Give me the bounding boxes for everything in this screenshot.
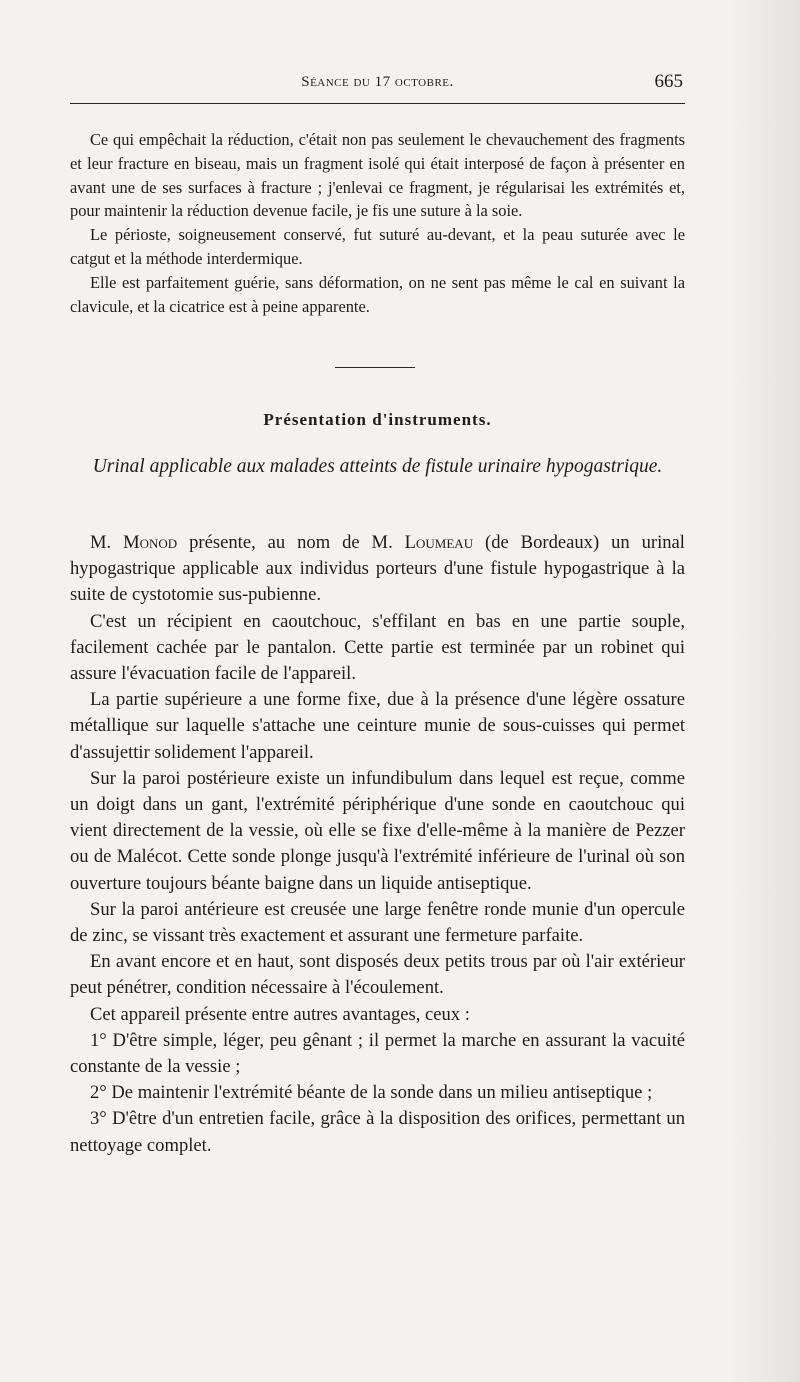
presenter-name: Monod [123,532,178,553]
intro-prefix: M. [90,532,112,553]
paragraph: Ce qui empêchait la réduction, c'était non pas seulement le chevauchement des fragments et leur fracture en biseau, mais un fragment isolé qui était interposé de façon à présenter en avant une de ses surfaces à fracture ; j'enlevai ce fragment, je régularisai les extrémités et, pour maintenir la réduction devenue facile, je fis une suture à la soie. [70,130,685,221]
page-edge-shadow [730,0,800,1382]
section-heading: Présentation d'instruments. [263,410,492,429]
list-item: 1° D'être simple, léger, peu gênant ; il permet la marche en assurant la vacuité constante de la vessie ; [70,1029,685,1078]
continued-text [70,128,685,318]
section-separator [335,367,415,368]
paragraph: Sur la paroi postérieure existe un infundibulum dans lequel est reçue, comme un doigt dans un gant, l'extrémité périphérique d'une sonde en caoutchouc qui vient directement de la vessie, où elle se fixe d'elle-même à la manière de Pezzer ou de Malécot. Cette sonde plonge jusqu'à l'extrémité inférieure de l'urinal où son ouverture toujours béante baigne dans un liquide antiseptique. [70,767,685,894]
paragraph: C'est un récipient en caoutchouc, s'effilant en bas en une partie souple, facilement cachée par le pantalon. Cette partie est terminée par un robinet qui assure l'évacuation facile de l'appareil. [70,610,685,685]
intro-rest: (de Bordeaux) un urinal hypogastrique applicable aux individus porteurs d'une fistule hypogastrique à la suite de cystotomie sus-pubienne. [70,532,685,606]
header-rule [70,103,685,104]
paragraph: Elle est parfaitement guérie, sans déformation, on ne sent pas même le cal en suivant la clavicule, et la cicatrice est à peine apparente. [70,272,685,316]
paragraph: En avant encore et en haut, sont disposés deux petits trous par où l'air extérieur peut pénétrer, condition nécessaire à l'écoulement. [70,951,685,999]
intro-middle: présente, au nom de M. [189,532,393,553]
running-title: Séance du 17 octobre. [301,74,454,90]
intro-paragraph [70,530,685,609]
page-number: 665 [654,71,683,92]
paragraph: Cet appareil présente entre autres avantages, ceux : [90,1003,470,1025]
article-body [70,530,685,1159]
list-item: 3° D'être d'un entretien facile, grâce à la disposition des orifices, permettant un nettoyage complet. [70,1108,685,1156]
paragraph: Le périoste, soigneusement conservé, fut suturé au-devant, et la peau suturée avec le catgut et la méthode interdermique. [70,225,685,268]
paragraph: La partie supérieure a une forme fixe, due à la présence d'une légère ossature métallique sur laquelle s'attache une ceinture munie de sous-cuisses qui permet d'assujettir solidement l'appareil. [70,689,685,763]
list-item: 2° De maintenir l'extrémité béante de la sonde dans un milieu antiseptique ; [90,1082,653,1104]
page-header [70,71,685,100]
author-name: Loumeau [404,532,474,553]
paragraph: Sur la paroi antérieure est creusée une large fenêtre ronde munie d'un opercule de zinc, se vissant très exactement et assurant une fermeture parfaite. [70,898,685,947]
article-subtitle: Urinal applicable aux malades atteints de fistule urinaire hypogastrique. [92,456,663,477]
